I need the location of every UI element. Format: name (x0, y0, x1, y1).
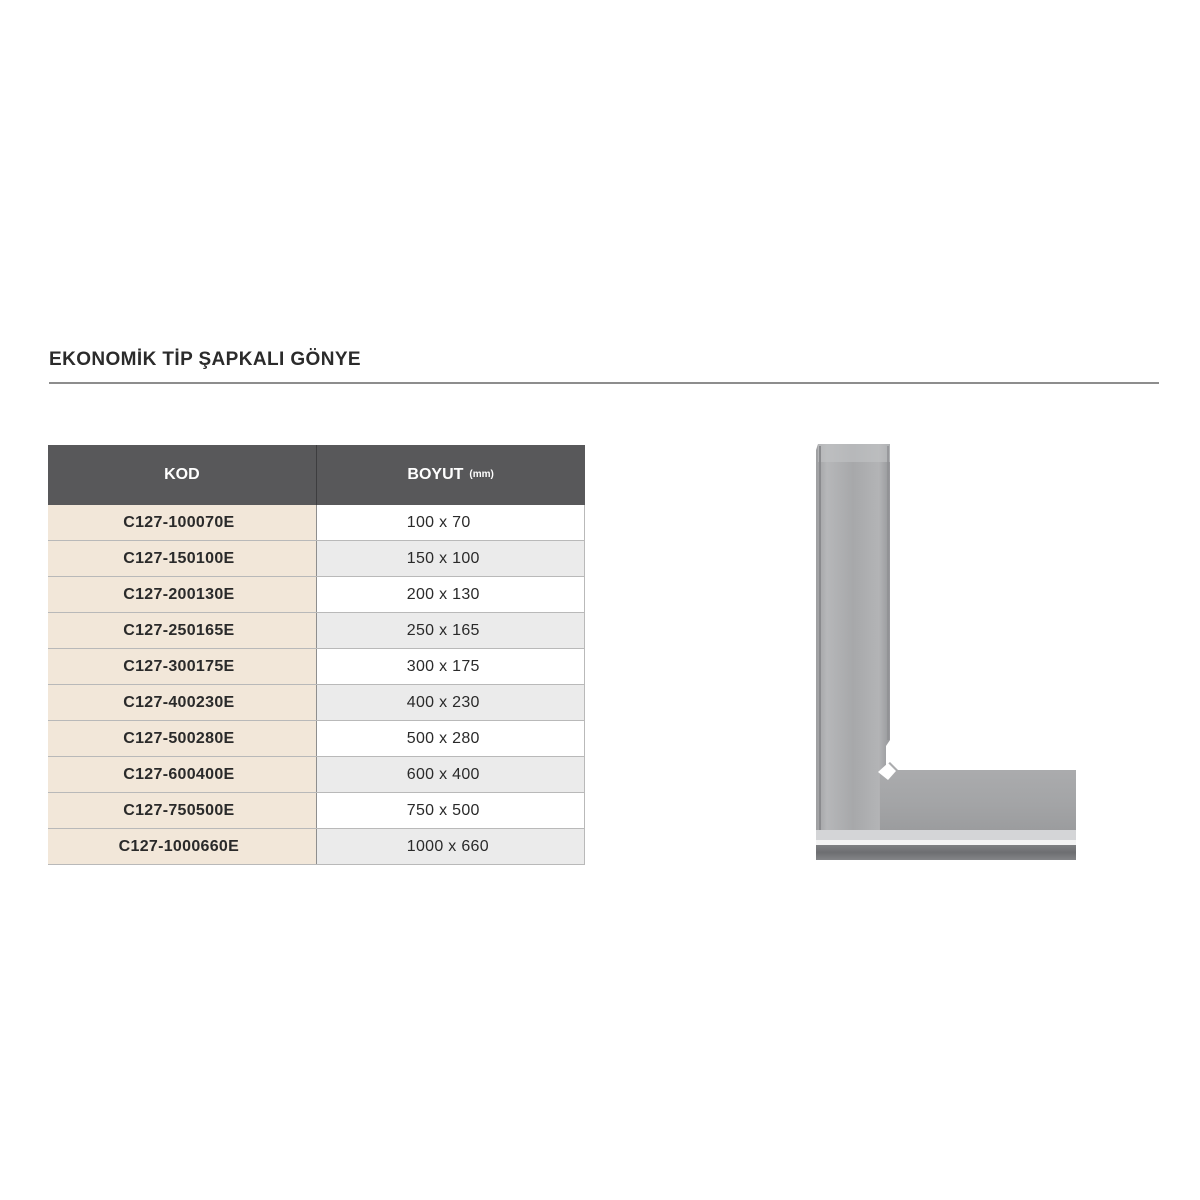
product-size: 1000 x 660 (316, 829, 584, 865)
spec-table (48, 445, 585, 865)
table-row (48, 685, 585, 721)
product-code: C127-750500E (48, 793, 316, 829)
product-code: C127-400230E (48, 685, 316, 721)
header-size-unit: (mm) (469, 469, 494, 481)
table-row (48, 793, 585, 829)
header-size-label: BOYUT (407, 466, 464, 483)
product-code: C127-1000660E (48, 829, 316, 865)
title-divider (49, 382, 1159, 384)
steel-try-square-icon (810, 440, 1082, 865)
product-code: C127-600400E (48, 757, 316, 793)
table-header-row (48, 445, 585, 505)
product-size: 150 x 100 (316, 541, 584, 577)
table-row (48, 721, 585, 757)
product-code: C127-200130E (48, 577, 316, 613)
product-size: 300 x 175 (316, 649, 584, 685)
table-row (48, 613, 585, 649)
header-code (48, 445, 316, 505)
product-size: 250 x 165 (316, 613, 584, 649)
product-image (810, 440, 1082, 870)
page-title: EKONOMİK TİP ŞAPKALI GÖNYE (49, 349, 361, 370)
product-code: C127-150100E (48, 541, 316, 577)
table-row (48, 649, 585, 685)
product-size: 500 x 280 (316, 721, 584, 757)
table-row (48, 829, 585, 865)
header-size (316, 445, 584, 505)
product-size: 200 x 130 (316, 577, 584, 613)
product-size: 600 x 400 (316, 757, 584, 793)
table-row (48, 577, 585, 613)
product-size: 750 x 500 (316, 793, 584, 829)
product-size: 400 x 230 (316, 685, 584, 721)
product-code: C127-250165E (48, 613, 316, 649)
product-code: C127-100070E (48, 505, 316, 541)
product-size: 100 x 70 (316, 505, 584, 541)
product-code: C127-300175E (48, 649, 316, 685)
header-code-label: KOD (164, 466, 200, 483)
product-code: C127-500280E (48, 721, 316, 757)
table-row (48, 505, 585, 541)
table-row (48, 757, 585, 793)
table-row (48, 541, 585, 577)
